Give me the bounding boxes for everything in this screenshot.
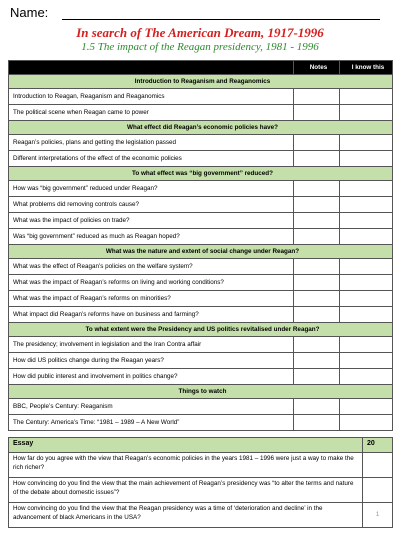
page-number: 1 xyxy=(363,503,393,528)
section-heading: Introduction to Reaganism and Reaganomics xyxy=(9,75,393,89)
essay-answer-cell[interactable] xyxy=(363,478,393,503)
essay-question-row xyxy=(9,478,393,503)
know-this-cell[interactable] xyxy=(340,337,393,353)
know-this-cell[interactable] xyxy=(340,415,393,431)
notes-cell[interactable] xyxy=(294,369,340,385)
table-row xyxy=(9,369,393,385)
topic-cell: What impact did Reagan’s reforms have on business and farming? xyxy=(9,307,294,323)
topic-cell: What was the effect of Reagan’s policies on the welfare system? xyxy=(9,259,294,275)
know-this-cell[interactable] xyxy=(340,229,393,245)
essay-question: How convincing do you find the view that the Reagan presidency was a time of ‘deterioration and decline’ in the advancement of black Americans in the USA? xyxy=(9,503,363,528)
document-title: In search of The American Dream, 1917-1996 xyxy=(76,25,324,40)
section-heading-row xyxy=(9,323,393,337)
topic-cell: How did public interest and involvement in politics change? xyxy=(9,369,294,385)
essay-question: How far do you agree with the view that Reagan’s economic policies in the years 1981 – 1996 were just a way to make the rich richer? xyxy=(9,453,363,478)
essay-header-row xyxy=(9,438,393,453)
know-this-cell[interactable] xyxy=(340,259,393,275)
table-row xyxy=(9,89,393,105)
notes-cell[interactable] xyxy=(294,307,340,323)
table-row xyxy=(9,353,393,369)
table-row xyxy=(9,291,393,307)
know-this-cell[interactable] xyxy=(340,213,393,229)
know-this-cell[interactable] xyxy=(340,197,393,213)
topic-cell: What was the impact of Reagan’s reforms on minorities? xyxy=(9,291,294,307)
notes-cell[interactable] xyxy=(294,353,340,369)
essay-label: Essay xyxy=(9,438,363,453)
topic-cell: What problems did removing controls cause? xyxy=(9,197,294,213)
table-row xyxy=(9,151,393,167)
notes-cell[interactable] xyxy=(294,213,340,229)
essay-answer-cell[interactable] xyxy=(363,453,393,478)
topic-cell: What was the impact of Reagan’s reforms on living and working conditions? xyxy=(9,275,294,291)
know-this-cell[interactable] xyxy=(340,399,393,415)
know-this-cell[interactable] xyxy=(340,353,393,369)
know-this-cell[interactable] xyxy=(340,307,393,323)
table-row xyxy=(9,181,393,197)
topic-cell: Was “big government” reduced as much as Reagan hoped? xyxy=(9,229,294,245)
notes-cell[interactable] xyxy=(294,181,340,197)
section-heading-row xyxy=(9,121,393,135)
notes-cell[interactable] xyxy=(294,229,340,245)
name-label: Name: xyxy=(10,5,49,20)
topic-cell: Different interpretations of the effect of the economic policies xyxy=(9,151,294,167)
topic-cell: What was the impact of policies on trade? xyxy=(9,213,294,229)
section-heading: To what extent were the Presidency and US politics revitalised under Reagan? xyxy=(9,323,393,337)
table-row xyxy=(9,307,393,323)
section-heading-row xyxy=(9,167,393,181)
table-row xyxy=(9,105,393,121)
topic-cell: The presidency; involvement in legislation and the Iran Contra affair xyxy=(9,337,294,353)
notes-cell[interactable] xyxy=(294,89,340,105)
section-heading: What was the nature and extent of social change under Reagan? xyxy=(9,245,393,259)
name-field-line[interactable] xyxy=(62,19,380,20)
header-know-this: I know this xyxy=(340,61,393,75)
notes-cell[interactable] xyxy=(294,415,340,431)
know-this-cell[interactable] xyxy=(340,135,393,151)
essay-question: How convincing do you find the view that the main achievement of Reagan’s presidency was “to alter the terms and nature of the debate about domestic issues”? xyxy=(9,478,363,503)
essay-question-row xyxy=(9,453,393,478)
notes-cell[interactable] xyxy=(294,151,340,167)
topic-cell: The Century: America’s Time: “1981 – 1989 – A New World” xyxy=(9,415,294,431)
know-this-cell[interactable] xyxy=(340,181,393,197)
notes-cell[interactable] xyxy=(294,135,340,151)
table-row xyxy=(9,229,393,245)
table-row xyxy=(9,213,393,229)
notes-cell[interactable] xyxy=(294,399,340,415)
table-header-row xyxy=(9,61,393,75)
know-this-cell[interactable] xyxy=(340,275,393,291)
section-heading-row xyxy=(9,245,393,259)
table-row xyxy=(9,259,393,275)
notes-cell[interactable] xyxy=(294,291,340,307)
topic-cell: Reagan’s policies, plans and getting the legislation passed xyxy=(9,135,294,151)
section-heading: Things to watch xyxy=(9,385,393,399)
essay-marks: 20 xyxy=(363,438,393,453)
essay-table xyxy=(8,437,393,528)
table-row xyxy=(9,399,393,415)
notes-cell[interactable] xyxy=(294,105,340,121)
section-heading: To what effect was “big government” reduced? xyxy=(9,167,393,181)
essay-question-row xyxy=(9,503,393,528)
section-heading: What effect did Reagan’s economic policies have? xyxy=(9,121,393,135)
name-row xyxy=(10,4,380,22)
topic-table xyxy=(8,60,393,431)
table-row xyxy=(9,197,393,213)
topic-cell: Introduction to Reagan, Reaganism and Reaganomics xyxy=(9,89,294,105)
know-this-cell[interactable] xyxy=(340,89,393,105)
know-this-cell[interactable] xyxy=(340,291,393,307)
notes-cell[interactable] xyxy=(294,197,340,213)
topic-cell: The political scene when Reagan came to power xyxy=(9,105,294,121)
section-heading-row xyxy=(9,385,393,399)
table-row xyxy=(9,415,393,431)
topic-cell: How did US politics change during the Reagan years? xyxy=(9,353,294,369)
notes-cell[interactable] xyxy=(294,337,340,353)
table-row xyxy=(9,275,393,291)
know-this-cell[interactable] xyxy=(340,369,393,385)
header-notes: Notes xyxy=(294,61,340,75)
table-row xyxy=(9,135,393,151)
topic-cell: How was “big government” reduced under Reagan? xyxy=(9,181,294,197)
topic-cell: BBC, People’s Century: Reaganism xyxy=(9,399,294,415)
know-this-cell[interactable] xyxy=(340,105,393,121)
table-row xyxy=(9,337,393,353)
know-this-cell[interactable] xyxy=(340,151,393,167)
section-heading-row xyxy=(9,75,393,89)
notes-cell[interactable] xyxy=(294,259,340,275)
header-topic-cell xyxy=(9,61,294,75)
document-subtitle: 1.5 The impact of the Reagan presidency, 1981 - 1996 xyxy=(81,41,319,53)
notes-cell[interactable] xyxy=(294,275,340,291)
